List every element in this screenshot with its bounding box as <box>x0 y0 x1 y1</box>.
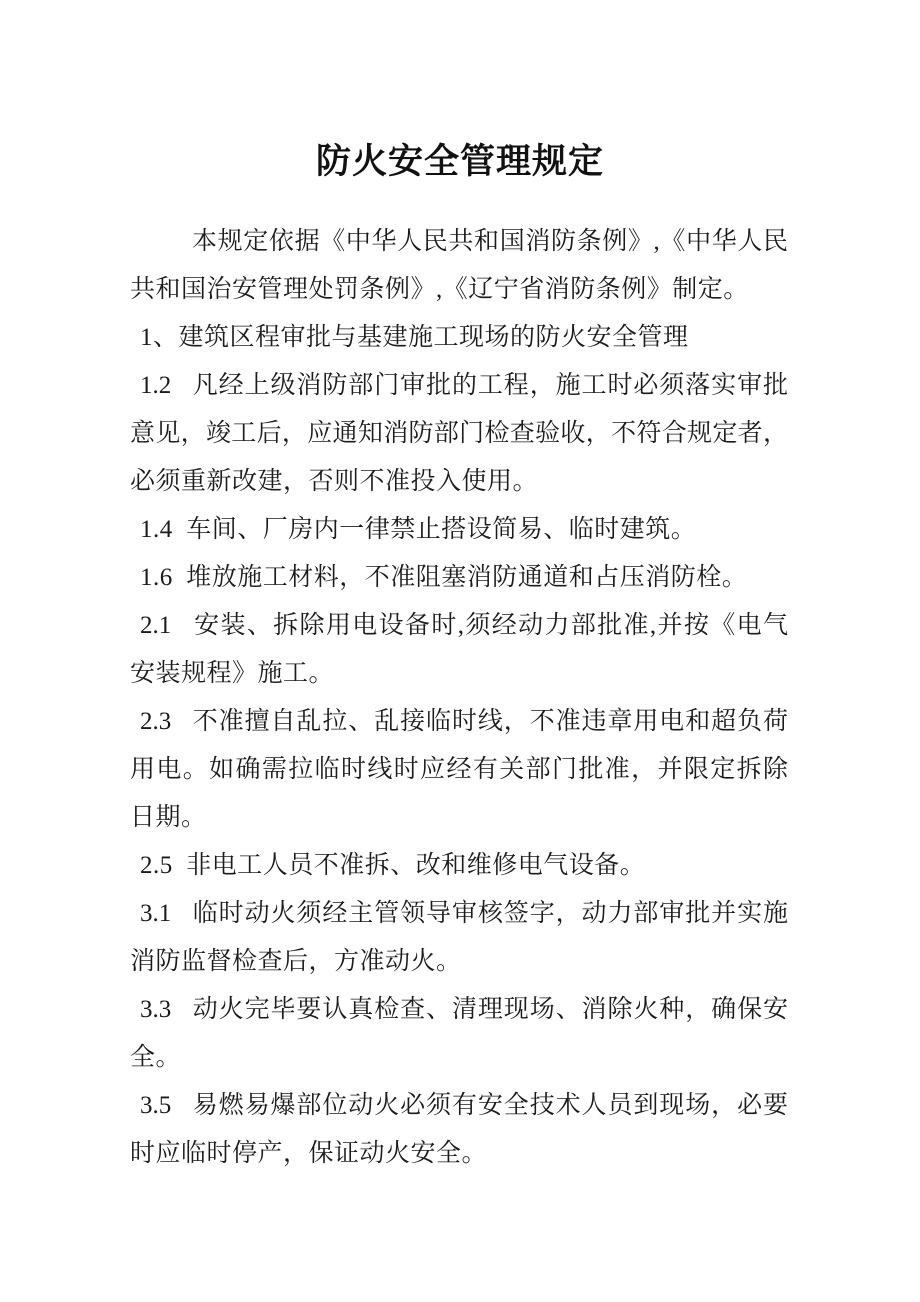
text-line: 用电。如确需拉临时线时应经有关部门批准，并限定拆除 <box>130 756 788 783</box>
text-line: 消防监督检查后，方准动火。 <box>130 948 462 975</box>
text-line: 时应临时停产，保证动火安全。 <box>130 1140 488 1167</box>
text-line: 日期。 <box>130 804 207 831</box>
document-body <box>130 218 788 1178</box>
text-line: 1.4 车间、厂房内一律禁止搭设简易、临时建筑。 <box>140 516 697 543</box>
text-line: 1.2 凡经上级消防部门审批的工程，施工时必须落实审批 <box>140 372 788 399</box>
text-line: 1.6 堆放施工材料，不准阻塞消防通道和占压消防栓。 <box>140 564 748 591</box>
text-line: 共和国治安管理处罚条例》,《辽宁省消防条例》制定。 <box>130 276 749 303</box>
text-line: 3.1 临时动火须经主管领导审核签字，动力部审批并实施 <box>140 900 788 927</box>
text-line: 全。 <box>130 1044 182 1071</box>
text-line: 2.1 安装、拆除用电设备时,须经动力部批准,并按《电气 <box>140 612 788 639</box>
text-line: 3.3 动火完毕要认真检查、清理现场、消除火种，确保安 <box>140 996 788 1023</box>
text-line: 3.5 易燃易爆部位动火必须有安全技术人员到现场，必要 <box>140 1092 788 1119</box>
text-line: 必须重新改建，否则不准投入使用。 <box>130 468 539 495</box>
text-line: 2.5 非电工人员不准拆、改和维修电气设备。 <box>140 852 646 879</box>
text-line: 本规定依据《中华人民共和国消防条例》,《中华人民 <box>192 228 788 255</box>
document-title: 防火安全管理规定 <box>315 142 604 181</box>
text-line: 意见，竣工后，应通知消防部门检查验收，不符合规定者， <box>130 420 788 447</box>
text-line: 1、建筑区程审批与基建施工现场的防火安全管理 <box>140 324 689 351</box>
text-line: 2.3 不准擅自乱拉、乱接临时线，不准违章用电和超负荷 <box>140 708 788 735</box>
text-line: 安装规程》施工。 <box>130 660 335 687</box>
